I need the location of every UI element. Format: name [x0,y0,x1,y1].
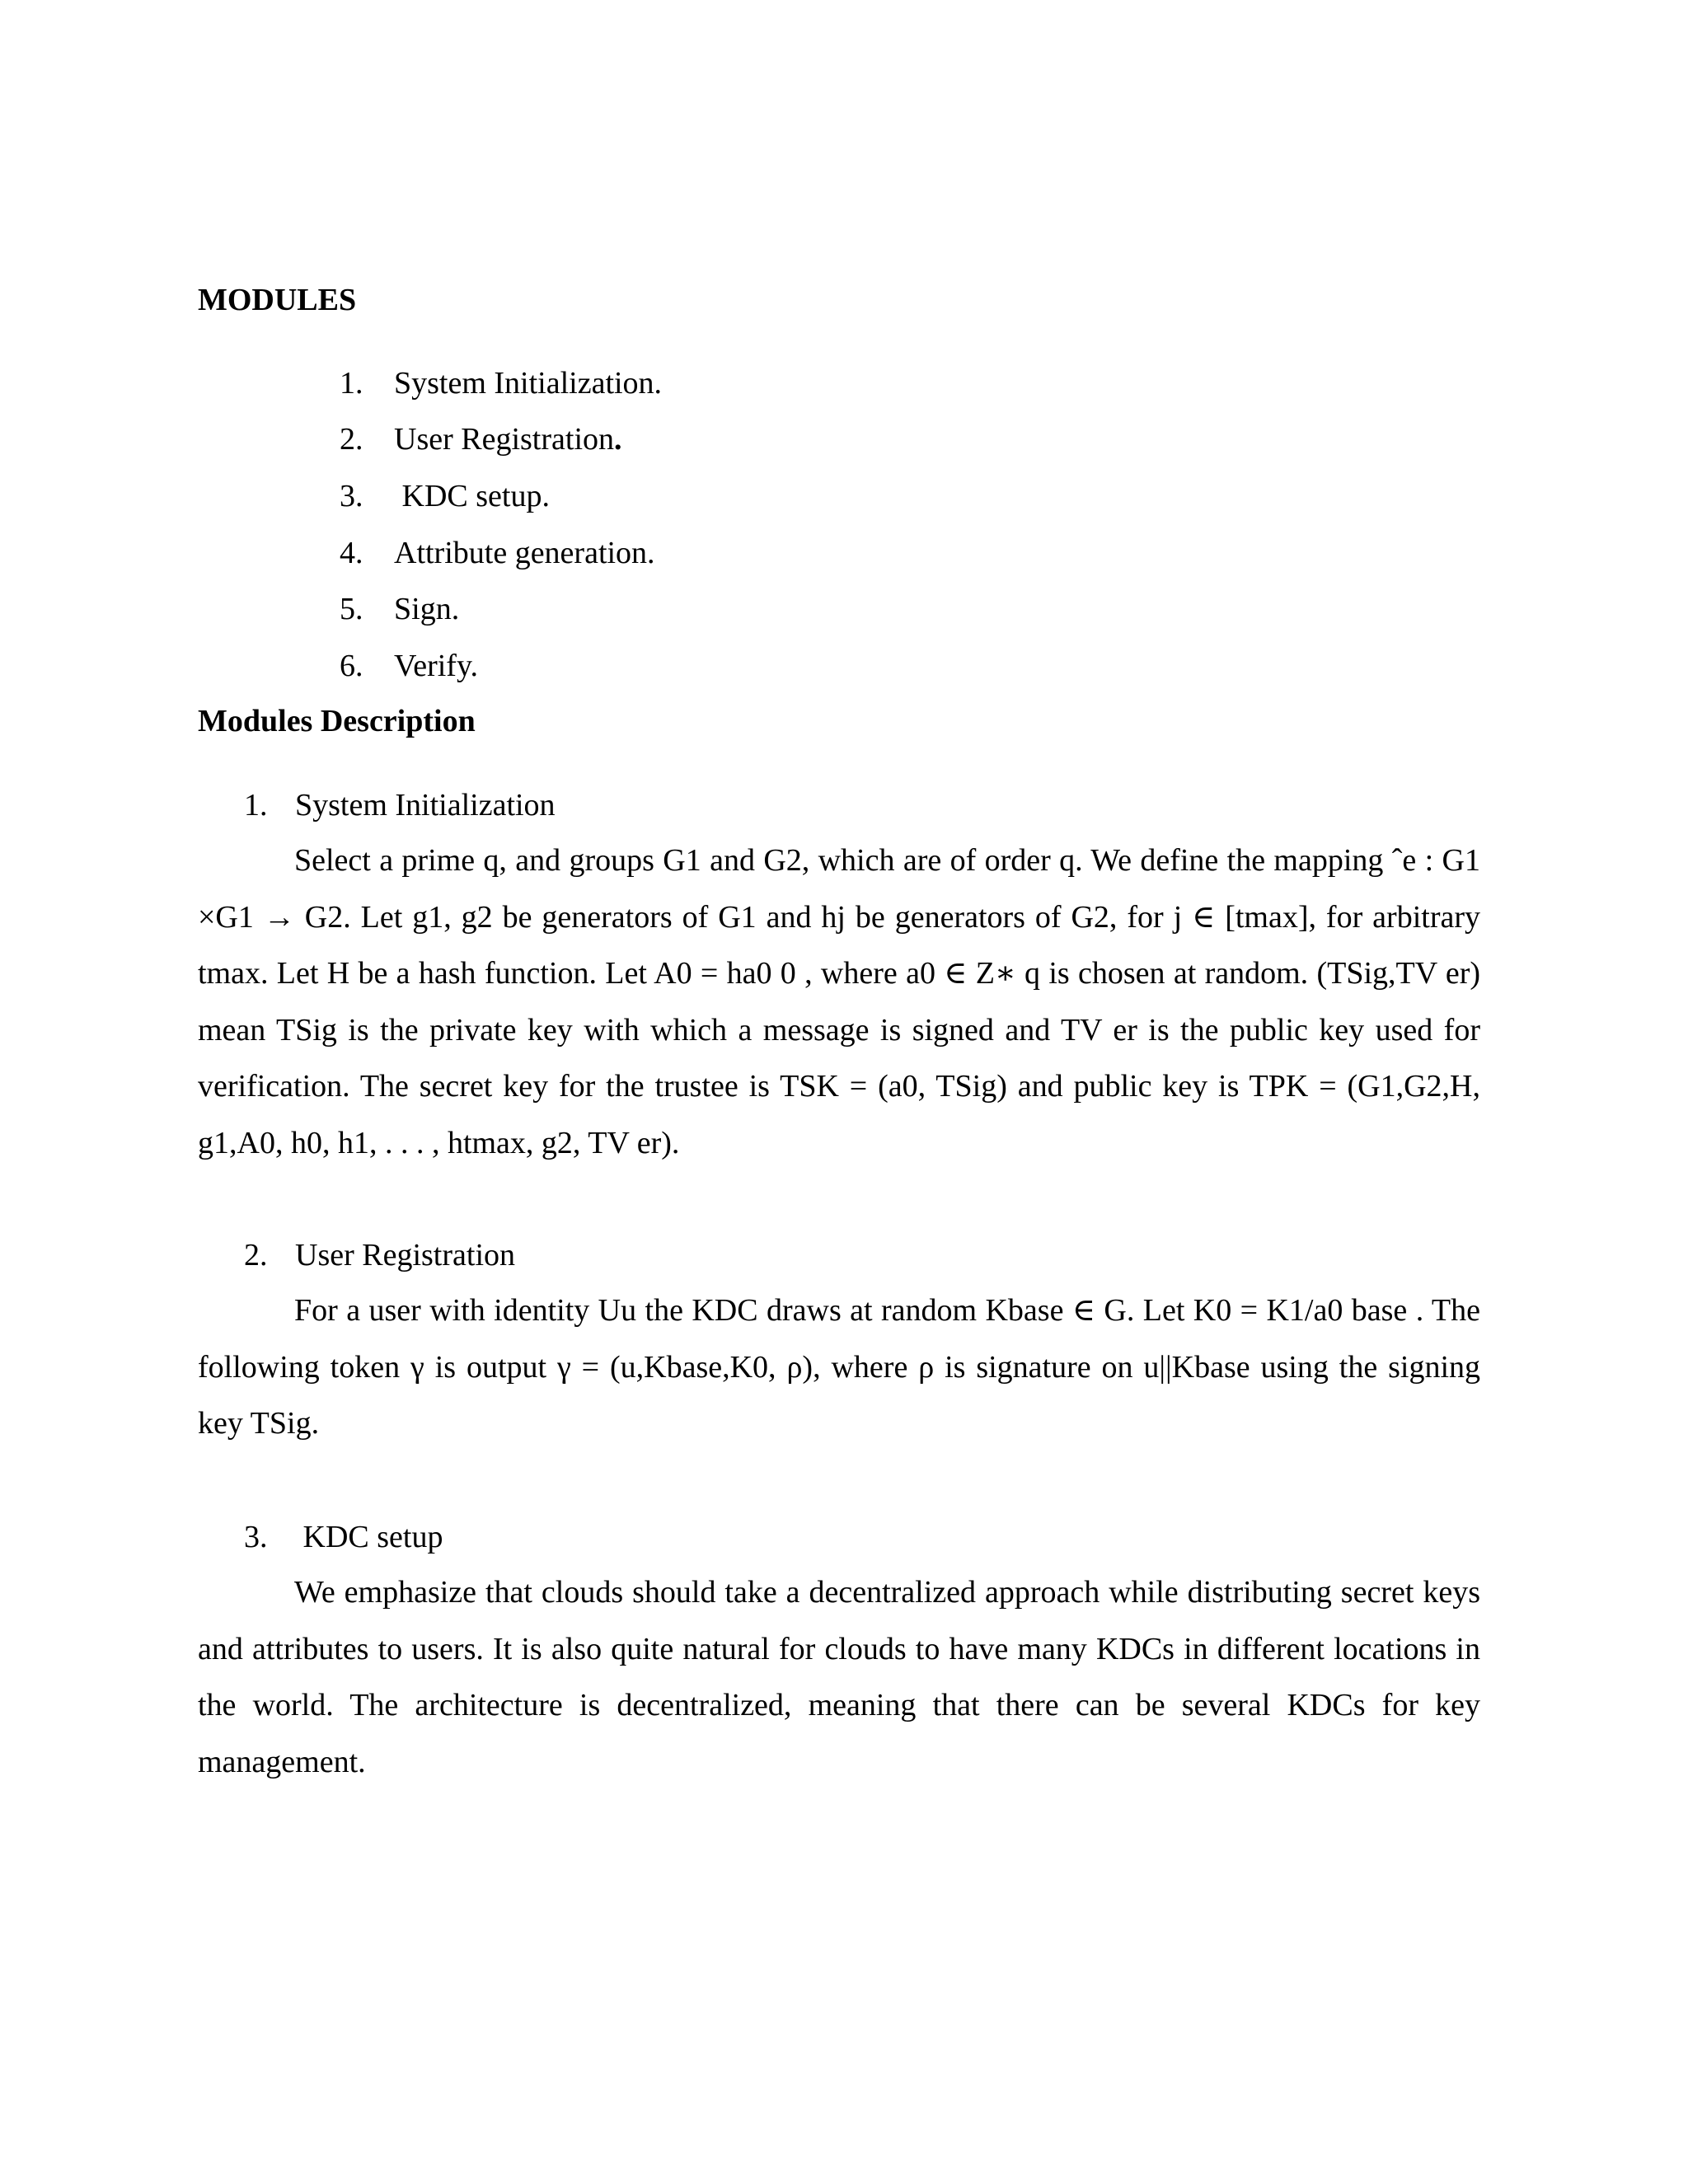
list-number: 1. [340,366,363,401]
module-item-kdc-setup [340,476,550,516]
section-title-user-registration [244,1235,515,1275]
list-number: 3. [340,479,363,513]
module-item-verify [340,646,478,686]
module-label: KDC setup. [394,479,550,513]
module-label: Sign. [394,592,460,626]
module-label-period: . [614,422,622,457]
module-label: Attribute generation. [394,536,655,570]
modules-description-heading: Modules Description [198,704,476,738]
section-title-text: System Initialization [295,788,556,823]
list-number: 2. [340,422,363,457]
section-title-kdc-setup [244,1517,443,1557]
section-number: 1. [244,788,268,823]
modules-heading: MODULES [198,283,357,317]
section-body-user-registration: For a user with identity Uu the KDC draws at random Kbase ∈ G. Let K0 = K1/a0 base . The following token γ is output γ = (u,Kbase,K0, ρ), where ρ is signature on u||Kbase using the signing key TSig. [198,1293,1480,1441]
section-body-kdc-setup: We emphasize that clouds should take a decentralized approach while distributing secret keys and attributes to users. It is also quite natural for clouds to have many KDCs in different locations in the world. The architecture is decentralized, meaning that there can be several KDCs for key management. [198,1575,1480,1779]
section-title-text: KDC setup [295,1520,443,1554]
section-title-system-initialization [244,785,556,825]
module-label: User Registration [394,422,615,457]
list-number: 4. [340,536,363,570]
section-number: 2. [244,1238,268,1272]
section-number: 3. [244,1520,268,1554]
section-title-text: User Registration [295,1238,516,1272]
section-body-system-initialization: Select a prime q, and groups G1 and G2, which are of order q. We define the mapping ˆe : G1 ×G1 → G2. Let g1, g2 be generators of G1 and hj be generators of G2, for j ∈ [tmax], for arbitrary tmax. Let H be a hash function. Let A0 = ha0 0 , where a0 ∈ Z∗ q is chosen at random. (TSig,TV er) mean TSig is the private key with which a message is signed and TV er is the public key used for verification. The secret key for the trustee is TSK = (a0, TSig) and public key is TPK = (G1,G2,H, g1,A0, h0, h1, . . . , htmax, g2, TV er). [198,843,1480,1160]
module-label: Verify. [394,649,478,683]
list-number: 6. [340,649,363,683]
module-item-user-registration [340,419,622,459]
module-item-sign [340,589,459,629]
list-number: 5. [340,592,363,626]
module-item-attribute-generation [340,533,655,573]
module-label: System Initialization. [394,366,663,401]
module-item-system-initialization [340,363,662,403]
